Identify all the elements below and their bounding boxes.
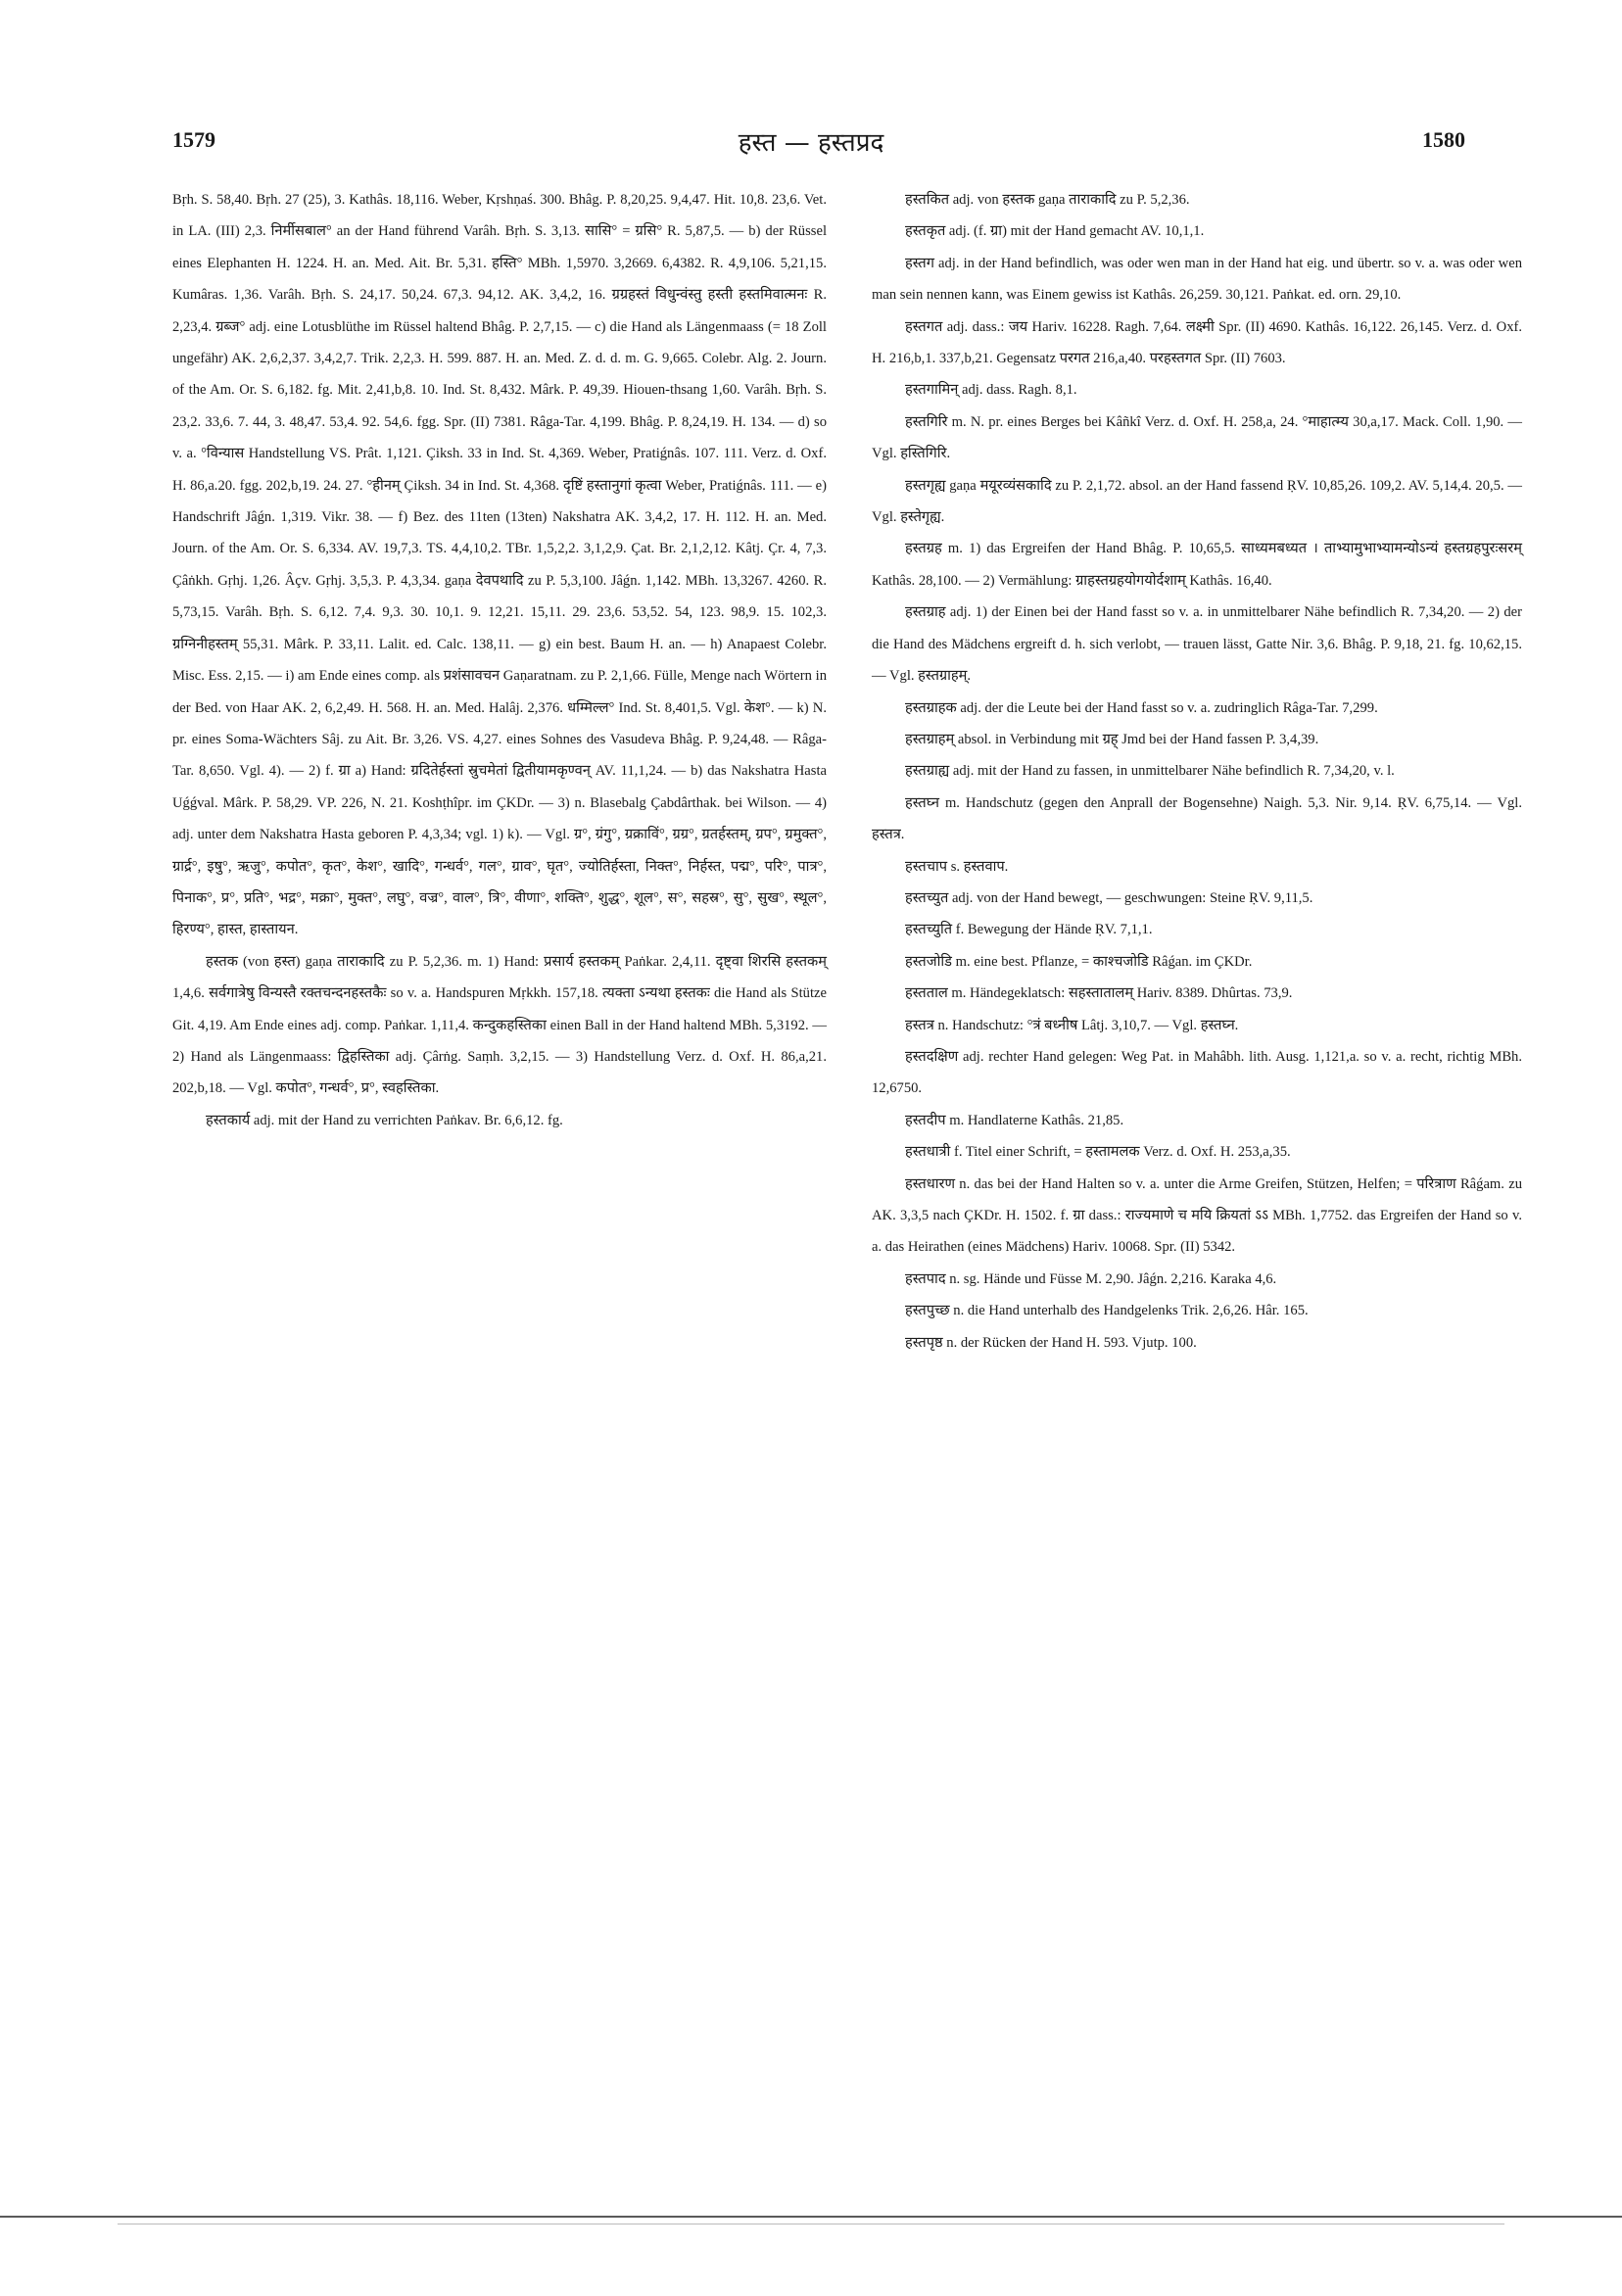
dictionary-entry: हस्तग्राह्य adj. mit der Hand zu fassen, in unmittelbarer Nähe befindlich R. 7,34,20, v. l. bbox=[905, 763, 1395, 780]
dictionary-entry: हस्तधात्री f. Titel einer Schrift, = हस्तामलक Verz. d. Oxf. H. 253,a,35. bbox=[905, 1144, 1291, 1161]
dictionary-entry: हस्तगिरि m. N. pr. eines Berges bei Kâñkî Verz. d. Oxf. H. 258,a, 24. °माहात्म्य 30,a,17. Mack. Coll. 1,90. — Vgl. हस्तिगिरि. bbox=[872, 413, 1522, 462]
right-column bbox=[872, 184, 1522, 1359]
dictionary-entry: हस्तगृह्य gaṇa मयूरव्यंसकादि zu P. 2,1,72. absol. an der Hand fassend ṚV. 10,85,26. 109,2. AV. 5,14,4. 20,5. — Vgl. हस्तेगृह्य. bbox=[872, 477, 1522, 526]
entry-continuation: Bṛh. S. 58,40. Bṛh. 27 (25), 3. Kathâs. 18,116. Weber, Kṛshṇaś. 300. Bhâg. P. 8,20,25. 9,4,47. Hit. 10,8. 23,6. Vet. in LA. (III) 2,3. निर्मीसबाल° an der Hand führend Varâh. Bṛh. S. 3,13. सासि° = ग्रसि° R. 5,87,5. — b) der Rüssel eines Elephanten H. 1224. H. an. Med. Ait. Br. 5,31. हस्ति° MBh. 1,5970. 3,2669. 6,4382. R. 4,9,106. 5,21,15. Kumâras. 1,36. Varâh. Bṛh. S. 24,17. 50,24. 67,3. 94,12. AK. 3,4,2, 16. ग्रग्रहस्तं विधुन्वंस्तु हस्ती हस्तमिवात्मनः R. 2,23,4. ग्रब्ज° adj. eine Lotusblüthe im Rüssel haltend Bhâg. P. 2,7,15. — c) die Hand als Längenmaass (= 18 Zoll ungefähr) AK. 2,6,2,37. 3,4,2,7. Trik. 2,2,3. H. 599. 887. H. an. Med. Z. d. d. m. G. 9,665. Colebr. Alg. 2. Journ. of the Am. Or. S. 6,182. fg. Mit. 2,41,b,8. 10. Ind. St. 8,432. Mârk. P. 49,39. Hiouen-thsang 1,60. Varâh. Bṛh. S. 23,2. 33,6. 7. 44, 3. 48,47. 53,4. 92. 54,6. fgg. Spr. (II) 7381. Râga-Tar. 4,199. Bhâg. P. 8,24,19. H. 134. — d) so v. a. °विन्यास Handstellung VS. Prât. 1,121. Çiksh. 33 in Ind. St. 4,369. Weber, Pratiǵnâs. 107. 111. Verz. d. Oxf. H. 86,a.20. fgg. 202,b,19. 24. 27. °हीनम् Çiksh. 34 in Ind. St. 4,368. दृष्टिं हस्तानुगां कृत्वा Weber, Pratiǵnâs. 111. — e) Handschrift Jâǵn. 1,319. Vikr. 38. — f) Bez. des 11ten (13ten) Nakshatra AK. 3,4,2, 17. H. 112. H. an. Med. Journ. of the Am. Or. S. 6,334. AV. 19,7,3. TS. 4,4,10,2. TBr. 1,5,2,2. 3,1,2,9. Çat. Br. 2,1,2,12. Kâtj. Çr. 4, 7,3. Çâṅkh. Gṛhj. 1,26. Âçv. Gṛhj. 3,5,3. P. 4,3,34. gaṇa देवपथादि zu P. 5,3,100. Jâǵn. 1,142. MBh. 13,3267. 4260. R. 5,73,15. Varâh. Bṛh. S. 6,12. 7,4. 9,3. 30. 10,1. 9. 12,21. 15,11. 29. 23,6. 53,52. 54, 123. 98,9. 15. 102,3. ग्रग्निनीहस्तम् 55,31. Mârk. P. 33,11. Lalit. ed. Calc. 138,11. — g) ein best. Baum H. an. — h) Anapaest Colebr. Misc. Ess. 2,15. — i) am Ende eines comp. als प्रशंसावचन Gaṇaratnam. zu P. 2,1,66. Fülle, Menge nach Wörtern in der Bed. von Haar AK. 2, 6,2,49. H. 568. H. an. Med. Halâj. 2,376. धम्मिल्ल° Ind. St. 8,401,5. Vgl. केश°. — k) N. pr. eines Soma-Wächters Sâj. zu Ait. Br. 3,26. VS. 4,27. eines Sohnes des Vasudeva Bhâg. P. 9,24,48. — Râga-Tar. 8,650. Vgl. 4). — 2) f. ग्रा a) Hand: ग्रदितेर्हस्तां स्रुचमेतां द्वितीयामकृण्वन् AV. 11,1,24. — b) das Nakshatra Hasta Uǵǵval. Mârk. P. 58,29. VP. 226, N. 21. Koshṭhîpr. im ÇKDr. — 3) n. Blasebalg Çabdârthak. bei Wilson. — 4) adj. unter dem Nakshatra Hasta geboren P. 4,3,34; vgl. 1) k). — Vgl. ग्र°, ग्रंगु°, ग्रक्राविं°, ग्रग्र°, ग्रतर्हस्तम्, ग्रप°, ग्रमुक्त°, ग्रार्द्र°, इषु°, ऋजु°, कपोत°, कृत°, केश°, खादि°, गन्धर्व°, गल°, ग्राव°, घृत°, ज्योतिर्हस्ता, निक्त°, निर्हस्त, पद्म°, परि°, पात्र°, पिनाक°, प्र°, प्रति°, भद्र°, मक्रा°, मुक्त°, लघु°, वज्र°, वाल°, त्रि°, वीणा°, शक्ति°, शुद्ध°, शूल°, स°, सहस्र°, सु°, सुख°, स्थूल°, हिरण्य°, हास्त, हास्तायन. bbox=[172, 192, 827, 938]
dictionary-entry: हस्तक (von हस्त) gaṇa ताराकादि zu P. 5,2,36. m. 1) Hand: प्रसार्य हस्तकम् Paṅkar. 2,4,11. दृष्ट्वा शिरसि हस्तकम् 1,4,6. सर्वगात्रेषु विन्यस्तै रक्तचन्दनहस्तकैः so v. a. Handspuren Mṛkkh. 157,18. त्यक्ता ऽन्यथा हस्तकः die Hand als Stütze Git. 4,19. Am Ende eines adj. comp. Paṅkar. 1,11,4. कन्दुकहस्तिका einen Ball in der Hand haltend MBh. 5,3192. — 2) Hand als Längenmaass: द्विहस्तिका adj. Çârṅg. Saṃh. 3,2,15. — 3) Handstellung Verz. d. Oxf. H. 86,a,21. 202,b,18. — Vgl. कपोत°, गन्धर्व°, प्र°, स्वहस्तिका. bbox=[172, 953, 827, 1097]
running-head: हस्त — हस्तप्रद bbox=[738, 128, 884, 158]
dictionary-entry: हस्तधारण n. das bei der Hand Halten so v. a. unter die Arme Greifen, Stützen, Helfen; = परित्राण Râǵam. zu AK. 3,3,5 nach ÇKDr. H. 1502. f. ग्रा dass.: राज्यमाणे च मयि क्रियतां ऽऽ MBh. 1,7752. das Ergreifen der Hand so v. a. das Heirathen (eines Mädchens) Hariv. 10068. Spr. (II) 5342. bbox=[872, 1175, 1522, 1256]
left-column bbox=[172, 184, 827, 1136]
dictionary-entry: हस्तत्र n. Handschutz: °त्रं बध्नीष Lâtj. 3,10,7. — Vgl. हस्तघ्न. bbox=[905, 1017, 1239, 1033]
dictionary-entry: हस्तचाप s. हस्तवाप. bbox=[905, 858, 1009, 875]
dictionary-entry: हस्तग्रह m. 1) das Ergreifen der Hand Bhâg. P. 10,65,5. साध्यमबध्यत । ताभ्यामुभाभ्यामन्योऽन्यं हस्तग्रहपुरःसरम् Kathâs. 28,100. — 2) Vermählung: ग्राहस्तग्रहयोगयोर्दशाम् Kathâs. 16,40. bbox=[872, 541, 1522, 589]
left-page-number: 1579 bbox=[172, 127, 215, 152]
dictionary-entry: हस्तग्राह adj. 1) der Einen bei der Hand fasst so v. a. in unmittelbarer Nähe befindlich R. 7,34,20. — 2) der die Hand des Mädchens ergreift d. h. sich verlobt, — trauen lässt, Gatte Nir. 3,6. Bhâg. P. 9,18, 21. fg. 10,62,15. — Vgl. हस्तग्राहम्. bbox=[872, 604, 1522, 685]
right-page-number: 1580 bbox=[1422, 127, 1465, 152]
dictionary-entry: हस्तदीप m. Handlaterne Kathâs. 21,85. bbox=[905, 1112, 1124, 1128]
dictionary-entry: हस्तकार्य adj. mit der Hand zu verrichten Paṅkav. Br. 6,6,12. fg. bbox=[206, 1112, 563, 1128]
dictionary-entry: हस्तच्युति f. Bewegung der Hände ṚV. 7,1,1. bbox=[905, 922, 1153, 938]
dictionary-entry: हस्तदक्षिण adj. rechter Hand gelegen: Weg Pat. in Mahâbh. lith. Ausg. 1,121,a. so v. a. recht, richtig MBh. 12,6750. bbox=[872, 1048, 1522, 1097]
dictionary-entry: हस्तग्राहक adj. der die Leute bei der Hand fasst so v. a. zudringlich Râga-Tar. 7,299. bbox=[905, 699, 1378, 716]
dictionary-entry: हस्तगामिन् adj. dass. Ragh. 8,1. bbox=[905, 382, 1077, 399]
dictionary-entry: हस्तजोडि m. eine best. Pflanze, = काश्चजोडि Râǵan. im ÇKDr. bbox=[905, 953, 1253, 970]
dictionary-entry: हस्तग्राहम् absol. in Verbindung mit ग्रह् Jmd bei der Hand fassen P. 3,4,39. bbox=[905, 731, 1319, 747]
dictionary-entry: हस्तग adj. in der Hand befindlich, was oder wen man in der Hand hat eig. und übertr. so v. a. was oder wen man sein nennen kann, was Einem gewiss ist Kathâs. 26,259. 30,121. Paṅkat. ed. orn. 29,10. bbox=[872, 255, 1522, 304]
dictionary-entry: हस्तकृत adj. (f. ग्रा) mit der Hand gemacht AV. 10,1,1. bbox=[905, 223, 1205, 240]
dictionary-entry: हस्तताल m. Händegeklatsch: सहस्तातालम् Hariv. 8389. Dhûrtas. 73,9. bbox=[905, 985, 1293, 1002]
dictionary-entry: हस्तघ्न m. Handschutz (gegen den Anprall der Bogensehne) Naigh. 5,3. Nir. 9,14. ṚV. 6,75,14. — Vgl. हस्तत्र. bbox=[872, 794, 1522, 843]
dictionary-entry: हस्तपृष्ठ n. der Rücken der Hand H. 593. Vjutp. 100. bbox=[905, 1334, 1197, 1351]
footer-rule bbox=[0, 2216, 1622, 2218]
dictionary-entry: हस्तच्युत adj. von der Hand bewegt, — geschwungen: Steine ṚV. 9,11,5. bbox=[905, 889, 1313, 906]
dictionary-entry: हस्तपुच्छ n. die Hand unterhalb des Handgelenks Trik. 2,6,26. Hâr. 165. bbox=[905, 1303, 1309, 1319]
dictionary-entry: हस्तगत adj. dass.: जय Hariv. 16228. Ragh. 7,64. लक्ष्मी Spr. (II) 4690. Kathâs. 16,122. 26,145. Verz. d. Oxf. H. 216,b,1. 337,b,21. Gegensatz परगत 216,a,40. परहस्तगत Spr. (II) 7603. bbox=[872, 318, 1522, 367]
dictionary-entry: हस्तपाद n. sg. Hände und Füsse M. 2,90. Jâǵn. 2,216. Karaka 4,6. bbox=[905, 1270, 1277, 1287]
dictionary-entry: हस्तकित adj. von हस्तक gaṇa ताराकादि zu P. 5,2,36. bbox=[905, 192, 1190, 208]
